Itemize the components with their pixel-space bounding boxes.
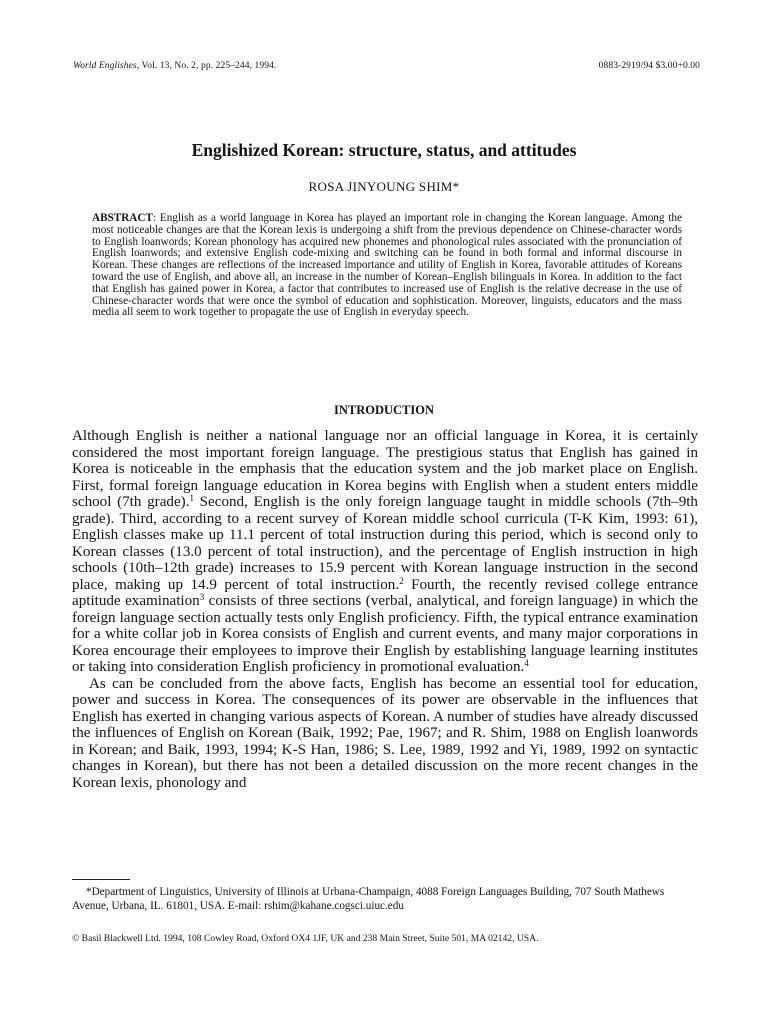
paragraph-text: Second, English is the only foreign language taught in middle schools (7th–9th grade). Third, according to a recent survey of Korean middle school curricula (T-K Kim, 1993: 61), English classes make up 11.1 percent of total instruction during this period, which is second only to Korean classes (13.0 percent of total instruction), and the percentage of English instruction in high schools (10th–12th grade) increases to 15.9 percent with Korean language instruction in the second place, making up 14.9 percent of total instruction.	[72, 494, 698, 593]
paragraph-text: consists of three sections (verbal, analytical, and foreign language) in which the foreign language section actually tests only English proficiency. Fifth, the typical entrance examination for a white collar job in Korea consists of English and current events, and many major corporations in Korea encourage their employees to improve their English by establishing language learning institutes or taking into consideration English proficiency in promotional evaluation.	[72, 593, 698, 675]
paragraph: As can be concluded from the above facts, English has become an essential tool for education, power and success in Korea. The consequences of its power are observable in the influences that English has exerted in changing various aspects of Korean. A number of studies have already discussed the influences of English on Korean (Baik, 1992; Pae, 1967; and R. Shim, 1988 on English loanwords in Korean; and Baik, 1993, 1994; K-S Han, 1986; S. Lee, 1989, 1992 and Yi, 1989, 1992 on syntactic changes in Korean), but there has not been a detailed discussion on the more recent changes in the Korean lexis, phonology and	[72, 675, 698, 791]
abstract-text: : English as a world language in Korea has played an important role in changing the Korean language. Among the most noticeable changes are that the Korean lexis is undergoing a shift from the previous dependence on Chinese-character words to English loanwords; Korean phonology has acquired new phonemes and phonological rules associated with the pronunciation of English loanwords; and extensive English code-mixing and switching can be found in both formal and informal discourse in Korean. These changes are reflections of the increased importance and utility of English in Korea, favorable attitudes of Koreans toward the use of English, and above all, an increase in the number of Korean–English bilinguals in Korea. In addition to the fact that English has gained power in Korea, a factor that contributes to increased use of English is the relative decrease in the use of Chinese-character words that were once the symbol of education and sophistication. Moreover, linguists, educators and the mass media all seem to work together to propagate the use of English in everyday speech.	[92, 212, 682, 319]
copyright-line: © Basil Blackwell Ltd. 1994, 108 Cowley Road, Oxford OX4 1JF, UK and 238 Main Street, Suite 501, MA 02142, USA.	[72, 933, 539, 944]
issn-price-code: 0883-2919/94 $3.00+0.00	[598, 61, 700, 71]
footnote-ref: 3	[199, 592, 205, 602]
footnote-divider	[72, 879, 130, 880]
paragraph-text: Fourth, the recently revised college entrance aptitude examination	[72, 576, 698, 609]
body-text	[72, 428, 698, 791]
paragraph	[72, 428, 698, 676]
journal-volume-pages: , Vol. 13, No. 2, pp. 225–244, 1994.	[136, 61, 277, 71]
article-title: Englishized Korean: structure, status, and attitudes	[191, 140, 577, 160]
footnote-ref: 1	[189, 493, 194, 503]
abstract	[92, 213, 682, 319]
section-heading: INTRODUCTION	[333, 403, 434, 417]
journal-name: World Englishes	[73, 61, 137, 71]
footnote-text: *Department of Linguistics, University of Illinois at Urbana-Champaign, 4088 Foreign Languages Building, 707 South Mathews Avenue, Urbana, IL. 61801, USA. E-mail: rshim@kahane.cogsci.uiuc.edu	[72, 886, 665, 912]
paragraph-text: Although English is neither a national language nor an official language in Korea, it is certainly considered the most important foreign language. The prestigious status that English has gained in Korea is noticeable in the emphasis that the education system and the job market place on English. First, formal foreign language education in Korea begins with English when a student enters middle school (7th grade).	[72, 428, 698, 510]
article-author: ROSA JINYOUNG SHIM*	[308, 179, 460, 194]
author-affiliation-footnote	[72, 885, 700, 913]
footnote-ref: 2	[399, 575, 404, 586]
footnote-ref: 4	[524, 658, 529, 668]
running-header	[73, 61, 700, 71]
journal-citation	[73, 61, 276, 71]
abstract-label: ABSTRACT	[92, 212, 153, 224]
